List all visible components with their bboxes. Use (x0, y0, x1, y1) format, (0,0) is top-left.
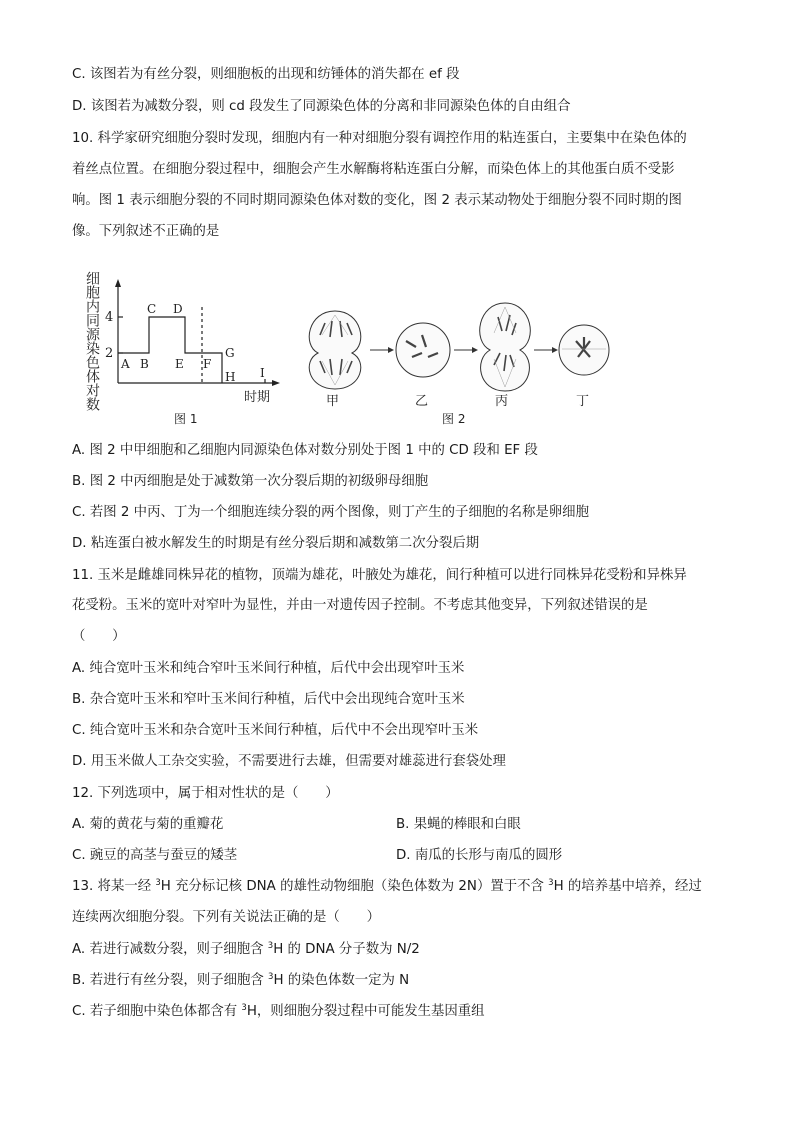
q10-stem-line3: 响。图 1 表示细胞分裂的不同时期同源染色体对数的变化，图 2 表示某动物处于细胞分裂不同时期的图 (72, 193, 682, 208)
q13-stem-line1 (72, 878, 702, 896)
q12-option-c: C. 豌豆的高茎与蚕豆的矮茎 (72, 848, 238, 863)
cell-label-ding: 丁 (576, 394, 590, 409)
cell-label-bing: 丙 (495, 394, 509, 409)
cell-yi (396, 323, 450, 377)
q11-option-d: D. 用玉米做人工杂交实验，不需要进行去雄，但需要对雄蕊进行套袋处理 (72, 754, 506, 769)
q13-stem-part3: H 的培养基中培养，经过 (553, 879, 702, 894)
q12-option-b: B. 果蝇的棒眼和白眼 (396, 817, 521, 832)
fig1-label-f: F (203, 357, 212, 371)
q10-stem-line2: 着丝点位置。在细胞分裂过程中，细胞会产生水解酶将粘连蛋白分解，而染色体上的其他蛋白质不受影 (72, 162, 675, 177)
q11-stem-line1: 11. 玉米是雌雄同株异花的植物，顶端为雄花，叶腋处为雄花，间行种植可以进行同株异花受粉和异株异 (72, 568, 687, 583)
q13-option-c (72, 1003, 485, 1021)
q13-stem-part2: H 充分标记核 DNA 的雄性动物细胞（染色体数为 2N）置于不含 (160, 879, 549, 894)
q13-option-b-part1: B. 若进行有丝分裂，则子细胞含 (72, 973, 269, 988)
figure2-cells (309, 303, 609, 391)
cell-label-jia: 甲 (326, 394, 340, 409)
fig1-label-c: C (147, 302, 157, 316)
q10-option-c: C. 若图 2 中丙、丁为一个细胞连续分裂的两个图像，则丁产生的子细胞的名称是卵细胞 (72, 505, 589, 520)
q10-option-b: B. 图 2 中丙细胞是处于减数第一次分裂后期的初级卵母细胞 (72, 474, 429, 489)
fig1-tick2-label: 2 (105, 346, 114, 361)
q13-option-c-part2: H，则细胞分裂过程中可能发生基因重组 (246, 1004, 485, 1019)
q11-option-b: B. 杂合宽叶玉米和窄叶玉米间行种植，后代中会出现纯合宽叶玉米 (72, 692, 465, 707)
q12-option-d: D. 南瓜的长形与南瓜的圆形 (396, 848, 563, 863)
figure-svg (80, 253, 620, 433)
q13-option-b-part2: H 的染色体数一定为 N (273, 973, 410, 988)
q13-option-c-sup: 3 (241, 1003, 247, 1013)
fig1-xlabel: 时期 (244, 390, 271, 405)
q13-stem-part1: 13. 将某一经 (72, 879, 156, 894)
q11-option-c: C. 纯合宽叶玉米和杂合宽叶玉米间行种植，后代中不会出现窄叶玉米 (72, 723, 479, 738)
q13-stem-line2: 连续两次细胞分裂。下列有关说法正确的是（ ） (72, 910, 380, 925)
q10-stem-line4: 像。下列叙述不正确的是 (72, 224, 220, 239)
fig1-ylabel-vertical (84, 271, 100, 411)
q13-option-a-sup: 3 (267, 941, 274, 951)
cell-jia (309, 311, 361, 389)
fig1-x-arrow (272, 380, 280, 386)
q10-figures (80, 253, 620, 433)
q13-sup-2: 3 (548, 878, 554, 888)
cell-ding (559, 325, 609, 375)
fig1-label-e: E (175, 357, 184, 371)
fig1-label-a: A (121, 357, 130, 371)
fig1-label-d: D (173, 302, 183, 316)
q13-option-b-sup: 3 (268, 972, 274, 982)
fig1-tick4-label: 4 (105, 310, 114, 325)
q9-option-d: D. 该图若为减数分裂，则 cd 段发生了同源染色体的分离和非同源染色体的自由组合 (72, 99, 571, 114)
q13-option-a-part2: H 的 DNA 分子数为 N/2 (273, 942, 420, 957)
q13-option-c-part1: C. 若子细胞中染色体都含有 (72, 1004, 242, 1019)
q13-sup-1: 3 (155, 878, 161, 888)
q13-option-a (72, 941, 420, 959)
q12-stem: 12. 下列选项中，属于相对性状的是（ ） (72, 786, 339, 801)
fig1-y-arrow (115, 279, 121, 287)
fig1-label-b: B (140, 357, 149, 371)
fig1-label-h: H (225, 370, 236, 384)
cell-label-yi: 乙 (415, 394, 429, 409)
q13-option-b (72, 972, 409, 990)
q10-option-a: A. 图 2 中甲细胞和乙细胞内同源染色体对数分别处于图 1 中的 CD 段和 EF 段 (72, 443, 538, 458)
q13-option-a-part1: A. 若进行减数分裂，则子细胞含 (72, 942, 268, 957)
cell-bing (480, 303, 531, 391)
q11-stem-line2: 花受粉。玉米的宽叶对窄叶为显性，并由一对遗传因子控制。不考虑其他变异，下列叙述错误的是 (72, 598, 648, 613)
q9-option-c: C. 该图若为有丝分裂，则细胞板的出现和纺锤体的消失都在 ef 段 (72, 67, 460, 82)
fig1-label-i: I (260, 366, 265, 380)
fig2-caption: 图 2 (442, 412, 466, 426)
fig1-step-line (118, 317, 222, 383)
q10-option-d: D. 粘连蛋白被水解发生的时期是有丝分裂后期和减数第二次分裂后期 (72, 536, 480, 551)
q11-option-a: A. 纯合宽叶玉米和纯合窄叶玉米间行种植，后代中会出现窄叶玉米 (72, 661, 465, 676)
fig1-ylabel-text: 细胞内同源染色体对数 (84, 271, 100, 411)
fig1-label-g: G (225, 346, 235, 360)
fig1-caption: 图 1 (174, 412, 198, 426)
q12-option-a: A. 菊的黄花与菊的重瓣花 (72, 817, 224, 832)
q11-stem-line3: （ ） (72, 629, 126, 644)
q10-stem-line1: 10. 科学家研究细胞分裂时发现，细胞内有一种对细胞分裂有调控作用的粘连蛋白，主要集中在染色体的 (72, 131, 687, 146)
